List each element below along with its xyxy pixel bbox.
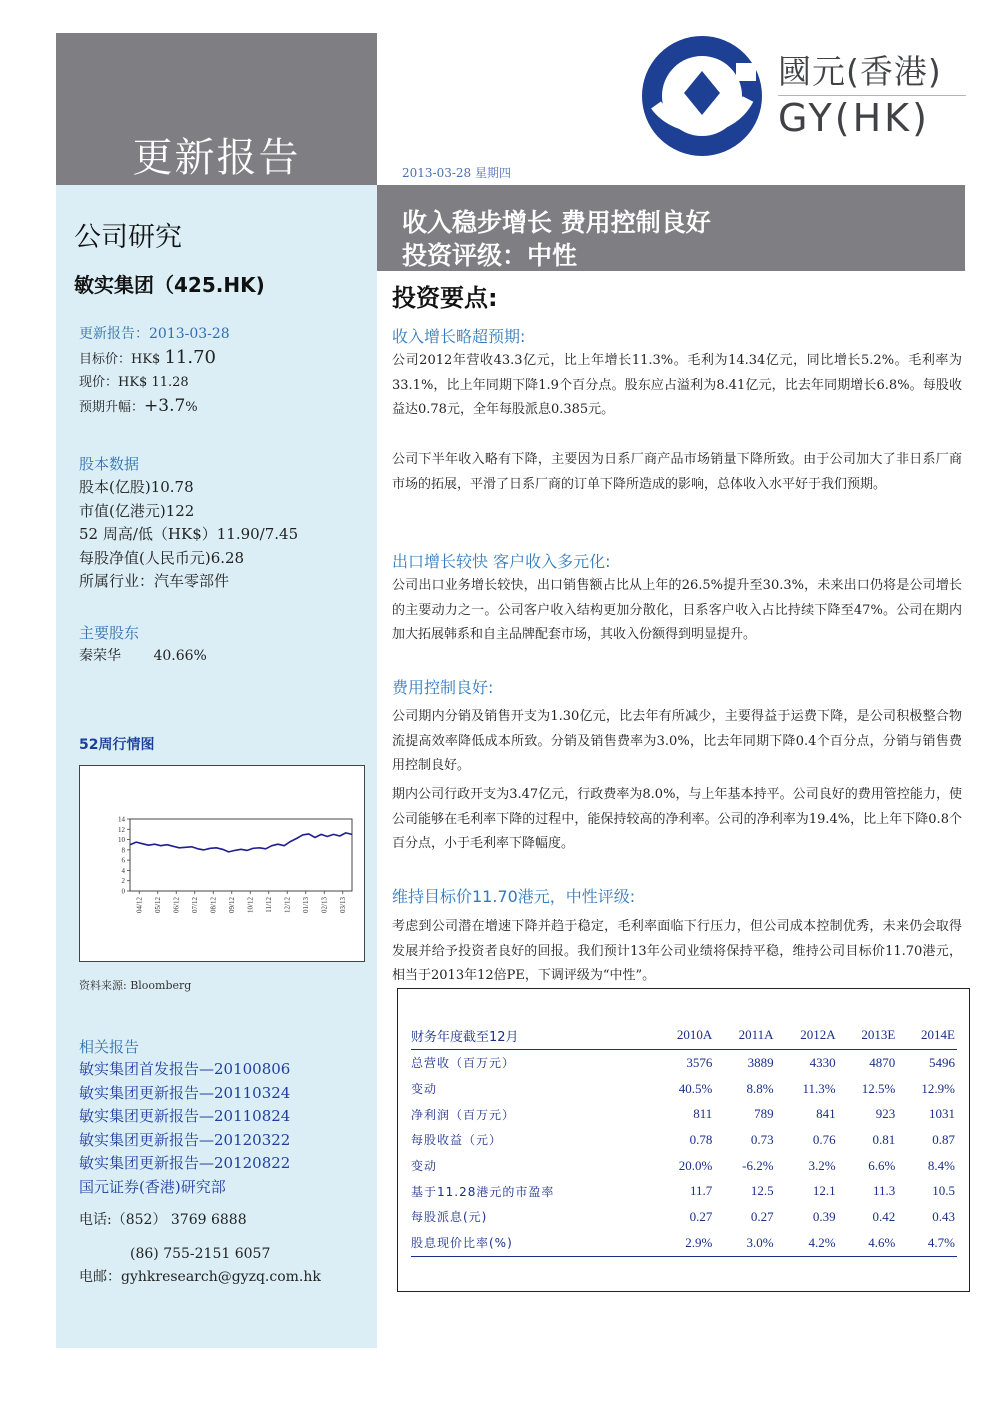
section-revenue-para-1: 公司2012年营收43.3亿元，比上年增长11.3%。毛利为14.34亿元，同比增长5.2%。毛利率为33.1%，比上年同期下降1.9个百分点。股东应占溢利为8.41亿元，比去年同期增长6.8%。每股收益达0.78元，全年每股派息0.385元。	[392, 353, 962, 417]
table-cell: 0.27	[750, 1208, 774, 1224]
table-cell: 40.5%	[678, 1080, 713, 1096]
research-dept: 国元证券(香港)研究部	[79, 1177, 226, 1196]
y-tick-label: 4	[121, 866, 125, 875]
row-label: 每股收益（元）	[411, 1133, 503, 1148]
share-data-list	[79, 476, 298, 594]
table-cell: 4.6%	[838, 1230, 898, 1256]
update-report-date: 更新报告：2013-03-28	[79, 326, 230, 342]
table-cell: 811	[693, 1106, 713, 1122]
target-value: 11.70	[164, 347, 216, 368]
section-rating-title: 维持目标价11.70港元，中性评级:	[392, 887, 636, 906]
x-tick-label: 05/12	[153, 897, 162, 913]
section-cost-title: 费用控制良好:	[392, 678, 494, 697]
y-tick-label: 10	[118, 836, 125, 845]
table-cell: 6.6%	[868, 1157, 896, 1173]
price-chart-svg	[80, 766, 364, 961]
table-cell: 8.4%	[927, 1157, 955, 1173]
key-points-title: 投资要点:	[392, 284, 498, 312]
table-cell: 3576	[652, 1050, 714, 1076]
headline-banner	[377, 185, 965, 271]
section-title: 公司研究	[74, 222, 182, 253]
table-header-row	[411, 1025, 957, 1050]
y-tick-label: 8	[121, 846, 125, 855]
current-price: 现价：HK$ 11.28	[79, 375, 189, 390]
section-revenue-title: 收入增长略超预期:	[392, 327, 526, 346]
table-cell: 3.2%	[808, 1157, 836, 1173]
section-revenue-para-2: 公司下半年收入略有下降，主要因为日系厂商产品市场销量下降所致。由于公司加大了非日系厂商市场的拓展，平滑了日系厂商的订单下降所造成的影响，总体收入水平好于我们预期。	[392, 452, 962, 492]
major-holder-row	[79, 645, 207, 667]
row-label: 基于11.28港元的市盈率	[411, 1184, 555, 1199]
table-cell: -6.2%	[742, 1157, 774, 1173]
column-header: 2013E	[838, 1025, 898, 1050]
table-cell: 0.43	[932, 1208, 955, 1224]
section-cost-para-1: 公司期内分销及销售开支为1.30亿元，比去年有所减少，主要得益于运费下降，是公司积极整合物流提高效率降低成本所致。分销及销售费率为3.0%，比去年同期下降0.4个百分点，分销与销售费用控制良好。	[392, 709, 962, 773]
table-row	[411, 1153, 957, 1179]
column-header: 2010A	[652, 1025, 714, 1050]
target-price	[79, 347, 216, 371]
holder-name: 秦荣华	[79, 648, 121, 664]
y-tick-label: 0	[121, 887, 125, 896]
x-tick-label: 06/12	[172, 897, 181, 913]
y-tick-label: 2	[121, 877, 125, 886]
section-export-para: 公司出口业务增长较快，出口销售额占比从上年的26.5%提升至30.3%，未来出口仍将是公司增长的主要动力之一。公司客户收入结构更加分散化，日系客户收入占比持续下降至47%。公司在期内加大拓展韩系和自主品牌配套市场，其收入份额得到明显提升。	[392, 578, 962, 642]
price-line	[130, 833, 352, 852]
gyhk-logo-icon	[636, 33, 772, 159]
share-data-title: 股本数据	[79, 455, 140, 473]
table-row	[411, 1076, 957, 1102]
x-tick-label: 10/12	[246, 897, 255, 913]
column-header: 2012A	[776, 1025, 838, 1050]
table-cell: 11.3	[873, 1183, 896, 1199]
expected-upside	[79, 395, 198, 419]
x-tick-label: 12/12	[283, 897, 292, 913]
section-export-title: 出口增长较快 客户收入多元化:	[392, 552, 611, 571]
logo-english-text: GY(HK)	[778, 96, 930, 140]
table-cell: 12.9%	[921, 1080, 955, 1096]
related-report-link[interactable]: 敏实集团更新报告—20110824	[79, 1107, 291, 1125]
x-tick-label: 03/13	[338, 897, 347, 913]
table-row	[411, 1050, 957, 1076]
target-label: 目标价：HK$	[79, 352, 161, 367]
x-tick-label: 11/12	[264, 897, 273, 913]
table-row	[411, 1127, 957, 1153]
phone-cn: (86) 755-2151 6057	[130, 1246, 271, 1262]
row-label: 变动	[411, 1082, 438, 1097]
upside-label: 预期升幅：	[79, 400, 145, 415]
share-data-item: 市值(亿港元)122	[79, 501, 195, 520]
x-tick-label: 04/12	[135, 897, 144, 913]
row-label: 变动	[411, 1159, 438, 1174]
headline-rating: 投资评级：中性	[402, 241, 578, 270]
row-label: 总营收（百万元）	[411, 1050, 652, 1076]
table-cell: 11.7	[690, 1183, 713, 1199]
table-cell: 0.42	[872, 1208, 896, 1224]
table-cell: 923	[875, 1106, 896, 1122]
share-data-item: 每股净值(人民币元)6.28	[79, 548, 245, 567]
section-cost-para-2: 期内公司行政开支为3.47亿元，行政费率为8.0%，与上年基本持平。公司良好的费用管控能力，使公司能够在毛利率下降的过程中，能保持较高的净利率。公司的净利率为19.4%，比上年下降0.8个百分点，小于毛利率下降幅度。	[392, 787, 962, 851]
share-data-item: 股本(亿股)10.78	[79, 478, 194, 496]
x-tick-label: 02/13	[320, 897, 329, 913]
table-cell: 0.27	[689, 1208, 713, 1224]
row-label: 净利润（百万元）	[411, 1107, 516, 1122]
chart-title: 52周行情图	[79, 737, 155, 753]
table-cell: 4870	[838, 1050, 898, 1076]
table-cell: 12.5%	[861, 1080, 896, 1096]
related-report-link[interactable]: 敏实集团更新报告—20120822	[79, 1154, 291, 1172]
section-rating-para: 考虑到公司潜在增速下降并趋于稳定，毛利率面临下行压力，但公司成本控制优秀，未来仍会取得发展并给予投资者良好的回报。我们预计13年公司业绩将保持平稳，维持公司目标价11.70港元，相当于2013年12倍PE，下调评级为“中性”。	[392, 919, 962, 983]
upside-value: +3.7	[144, 396, 186, 416]
table-cell: 2.9%	[652, 1230, 714, 1256]
row-label: 每股派息(元)	[411, 1210, 488, 1225]
plot-frame	[130, 819, 352, 891]
table-row	[411, 1101, 957, 1127]
table-cell: 10.5	[932, 1183, 955, 1199]
column-header: 2011A	[714, 1025, 775, 1050]
y-tick-label: 14	[118, 815, 125, 824]
table-cell: 841	[816, 1106, 836, 1122]
table-cell: 8.8%	[746, 1080, 774, 1096]
table-cell: 12.5	[750, 1183, 774, 1199]
table-cell: 0.87	[932, 1131, 955, 1147]
table-cell: 0.78	[689, 1131, 713, 1147]
related-report-link[interactable]: 敏实集团首发报告—20100806	[79, 1060, 291, 1078]
email[interactable]: 电邮：gyhkresearch@gyzq.com.hk	[79, 1269, 321, 1285]
table-cell: 0.76	[812, 1131, 836, 1147]
related-reports-list	[79, 1058, 290, 1199]
upside-unit: %	[185, 400, 198, 415]
table-cell: 20.0%	[678, 1157, 713, 1173]
table-cell: 5496	[897, 1050, 957, 1076]
phone-hk: 电话:（852） 3769 6888	[79, 1212, 247, 1228]
financial-summary-table	[411, 1025, 957, 1257]
table-row	[411, 1230, 957, 1256]
table-cell: 4330	[776, 1050, 838, 1076]
logo-chinese-text: 國元(香港)	[778, 52, 942, 91]
table-cell: 0.73	[750, 1131, 774, 1147]
x-tick-label: 01/13	[301, 897, 310, 913]
related-report-link[interactable]: 敏实集团更新报告—20110324	[79, 1083, 291, 1102]
related-reports-title: 相关报告	[79, 1038, 140, 1056]
x-tick-label: 07/12	[190, 897, 199, 913]
related-report-link[interactable]: 敏实集团更新报告—20120322	[79, 1130, 291, 1149]
table-cell: 4.2%	[776, 1230, 838, 1256]
data-source: 资料来源: Bloomberg	[79, 979, 192, 992]
company-name: 敏实集团（425.HK)	[74, 273, 265, 297]
table-cell: 0.39	[812, 1208, 836, 1224]
price-chart	[79, 765, 365, 962]
x-tick-label: 08/12	[209, 897, 218, 913]
table-cell: 4.7%	[897, 1230, 957, 1256]
row-label: 股息现价比率(%)	[411, 1230, 652, 1256]
major-holders-title: 主要股东	[79, 624, 140, 642]
x-tick-label: 09/12	[227, 897, 236, 913]
table-cell: 3889	[714, 1050, 775, 1076]
y-tick-label: 12	[118, 825, 125, 834]
table-cell: 0.81	[872, 1131, 896, 1147]
y-tick-label: 6	[121, 856, 125, 865]
holder-percent: 40.66%	[153, 648, 207, 664]
headline-line-1: 收入稳步增长 费用控制良好	[402, 208, 711, 237]
table-row	[411, 1204, 957, 1230]
financial-summary-box	[397, 988, 970, 1292]
report-date: 2013-03-28 星期四	[402, 166, 512, 180]
column-header: 财务年度截至12月	[411, 1025, 652, 1050]
table-cell: 3.0%	[714, 1230, 775, 1256]
table-cell: 11.3%	[802, 1080, 836, 1096]
column-header: 2014E	[897, 1025, 957, 1050]
share-data-item: 所属行业：汽车零部件	[79, 572, 230, 590]
share-data-item: 52 周高/低（HK$）11.90/7.45	[79, 525, 299, 543]
table-cell: 1031	[929, 1106, 955, 1122]
table-row	[411, 1178, 957, 1204]
table-cell: 789	[754, 1106, 774, 1122]
report-type-title: 更新报告	[132, 135, 301, 181]
table-cell: 12.1	[812, 1183, 836, 1199]
